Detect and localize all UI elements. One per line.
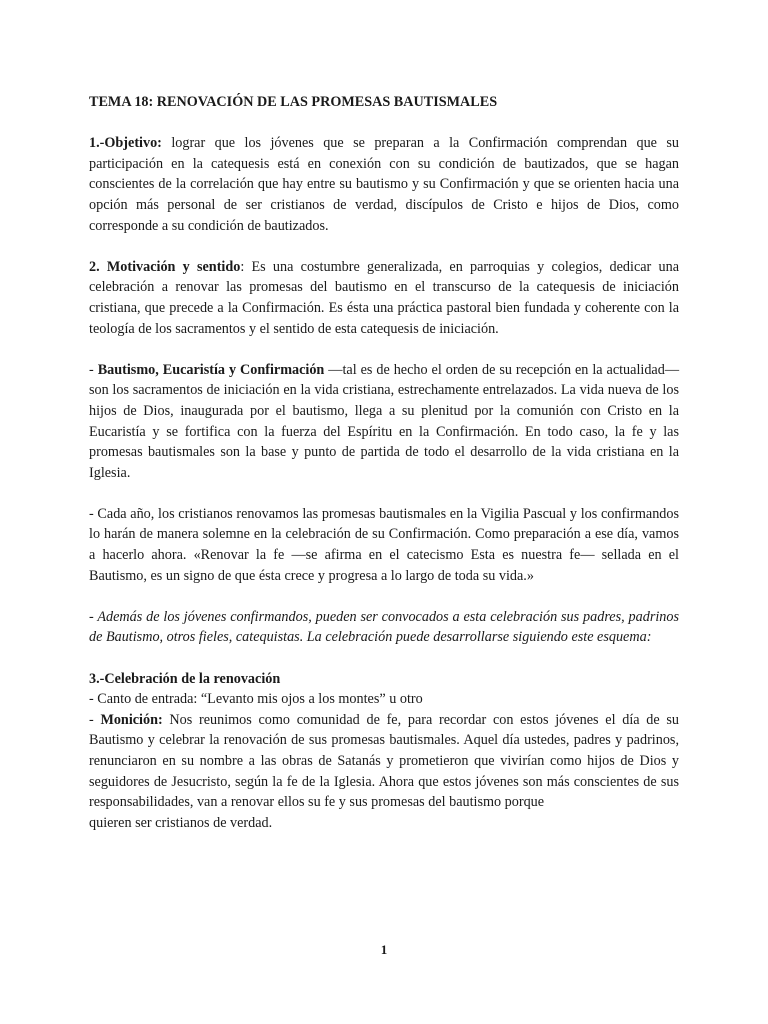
document-title: TEMA 18: RENOVACIÓN DE LAS PROMESAS BAUTISMALES (89, 94, 498, 110)
entrance-song-line: - Canto de entrada: “Levanto mis ojos a los montes” u otro (89, 691, 423, 708)
objective-heading: 1.-Objetivo: (89, 135, 162, 152)
motivation-paragraph (89, 257, 679, 339)
motivation-heading: 2. Motivación y sentido (89, 258, 241, 275)
monition-prefix: - (89, 711, 101, 728)
monition-paragraph (89, 710, 679, 813)
celebration-heading-text: 3.-Celebración de la renovación (89, 670, 281, 687)
renewal-paragraph: - Cada año, los cristianos renovamos las promesas bautismales en la Vigilia Pascual y los confirmandos lo harán de manera solemne en la celebración de su Confirmación. Como preparación a ese día, vamos a hacerlo ahora. «Renovar la fe —se afirma en el catecismo Esta es nuestra fe— sellada en el Bautismo, es un signo de que ésta crece y progresa a lo largo de toda su vida.» (89, 505, 679, 584)
participants-paragraph: - Además de los jóvenes confirmandos, pueden ser convocados a esta celebración sus padres, padrinos de Bautismo, otros fieles, catequistas. La celebración puede desarrollarse siguiendo este esquema: (89, 608, 679, 646)
sacraments-paragraph (89, 360, 679, 484)
spacer (89, 113, 679, 134)
celebration-heading (89, 669, 679, 690)
spacer (89, 236, 679, 257)
objective-paragraph (89, 133, 679, 236)
spacer (89, 586, 679, 607)
sacraments-heading: Bautismo, Eucaristía y Confirmación (97, 361, 325, 378)
monition-text: Nos reunimos como comunidad de fe, para recordar con estos jóvenes el día de su Bautismo y celebrar la renovación de sus promesas bautismales. Aquel día ustedes, padres y padrinos, renunciaron en su nombre a las obras de Satanás y prometieron que vivirían como hijos de Dios y seguidores de Jesucristo, según la fe de la Iglesia. Ahora que estos jóvenes son más conscientes de sus responsabilidades, van a renovar ellos su fe y sus promesas del bautismo porque (89, 711, 679, 811)
sacraments-prefix: - (89, 361, 98, 378)
monition-heading: Monición: (100, 711, 163, 728)
spacer (89, 339, 679, 360)
sacraments-text: —tal es de hecho el orden de su recepción en la actualidad— son los sacramentos de iniciación en la vida cristiana, estrechamente entrelazados. La vida nueva de los hijos de Dios, inaugurada por el bautismo, llega a su plenitud por la comunión con Cristo en la Eucaristía y se fortifica con la fuerza del Espíritu en la Confirmación. En todo caso, la fe y las promesas bautismales son la base y punto de partida de todo el desarrollo de la vida cristiana en la Iglesia. (89, 361, 680, 481)
spacer (89, 648, 679, 669)
document-content (89, 92, 679, 833)
objective-text: lograr que los jóvenes que se preparan a la Confirmación comprendan que su participación en la catequesis está en conexión con su condición de bautizados, que se hagan conscientes de la correlación que hay entre su bautismo y su Confirmación y que se orienten hacia una opción más personal de ser cristianos de verdad, discípulos de Cristo e hijos de Dios, como corresponde a su condición de bautizados. (89, 135, 679, 234)
page-number: 1 (380, 942, 388, 957)
monition-last-line: quieren ser cristianos de verdad. (89, 814, 273, 831)
motivation-text: : Es una costumbre generalizada, en parroquias y colegios, dedicar una celebración a renovar las promesas del bautismo en el transcurso de la catequesis de iniciación cristiana, que precede a la Confirmación. Es ésta una práctica pastoral bien fundada y coherente con la teología de los sacramentos y el sentido de esta catequesis de iniciación. (89, 258, 679, 337)
spacer (89, 483, 679, 504)
